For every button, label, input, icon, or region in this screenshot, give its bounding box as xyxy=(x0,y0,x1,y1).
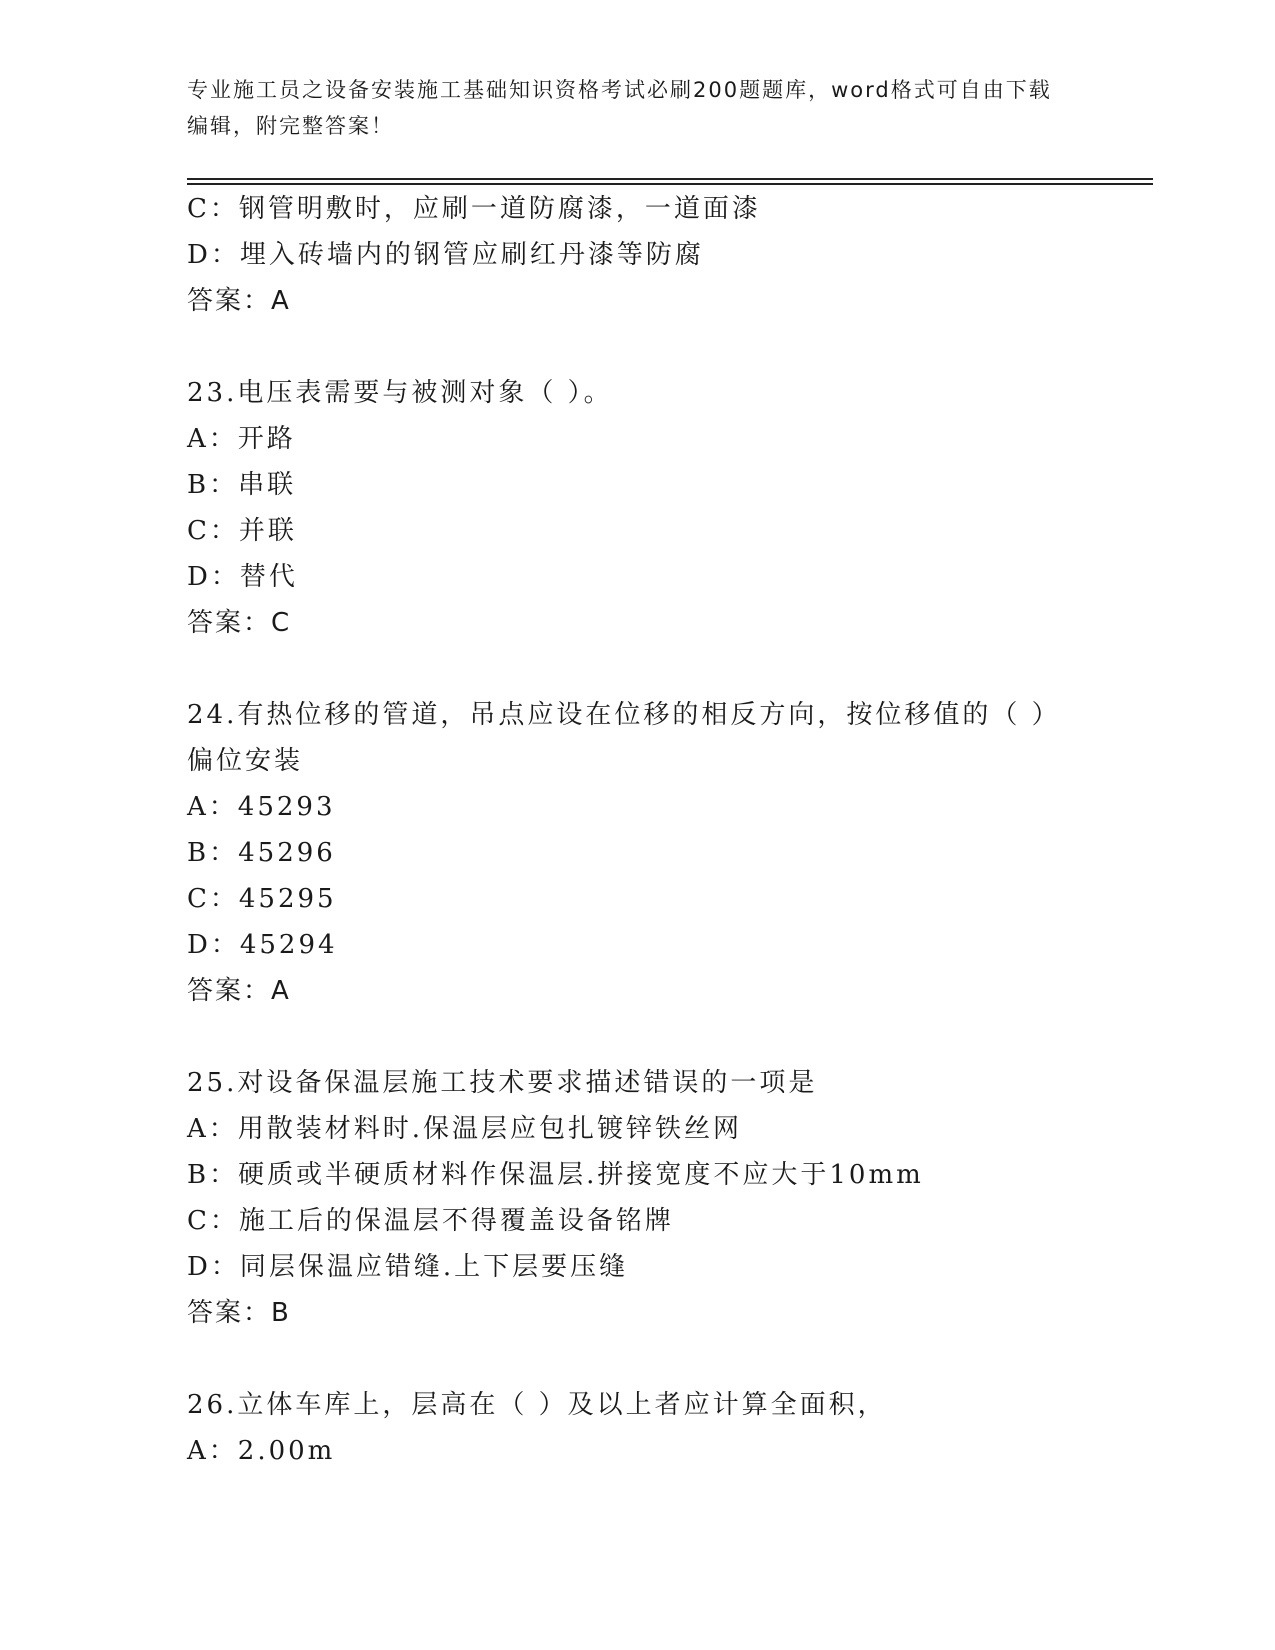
question-stem: 26.立体车库上，层高在（ ）及以上者应计算全面积， xyxy=(187,1390,887,1420)
answer: 答案：C xyxy=(187,608,292,638)
option-b: B：串联 xyxy=(187,470,297,500)
option-a: A：45293 xyxy=(187,792,336,822)
answer: 答案：A xyxy=(187,286,291,316)
question-stem: 25.对设备保温层施工技术要求描述错误的一项是 xyxy=(187,1068,818,1098)
answer: 答案：B xyxy=(187,1298,291,1328)
option-b: B：45296 xyxy=(187,838,336,868)
question-23 xyxy=(187,370,1127,646)
document-header: 专业施工员之设备安装施工基础知识资格考试必刷200题题库，word格式可自由下载编辑，附完整答案！ xyxy=(187,78,1052,138)
option-c: C：并联 xyxy=(187,516,297,546)
question-content xyxy=(187,186,1127,1474)
spacer xyxy=(187,324,1127,370)
option-a: A：2.00m xyxy=(187,1436,336,1466)
question-25 xyxy=(187,1060,1127,1336)
question-22-continued xyxy=(187,186,1127,324)
option-d: D：45294 xyxy=(187,930,338,960)
question-26 xyxy=(187,1382,1127,1474)
option-d: D：埋入砖墙内的钢管应刷红丹漆等防腐 xyxy=(187,240,704,270)
option-c: C：45295 xyxy=(187,884,337,914)
option-c: C：施工后的保温层不得覆盖设备铭牌 xyxy=(187,1206,674,1236)
option-b: B：硬质或半硬质材料作保温层.拼接宽度不应大于10mm xyxy=(187,1160,924,1190)
option-d: D：替代 xyxy=(187,562,298,592)
header-rule-top xyxy=(187,178,1153,180)
question-24 xyxy=(187,692,1127,1014)
option-a: A：开路 xyxy=(187,424,296,454)
spacer xyxy=(187,646,1127,692)
question-stem: 23.电压表需要与被测对象（ ）。 xyxy=(187,378,613,408)
option-c: C：钢管明敷时，应刷一道防腐漆，一道面漆 xyxy=(187,194,761,224)
option-a: A：用散装材料时.保温层应包扎镀锌铁丝网 xyxy=(187,1114,743,1144)
spacer xyxy=(187,1014,1127,1060)
option-d: D：同层保温应错缝.上下层要压缝 xyxy=(187,1252,629,1282)
question-stem: 24.有热位移的管道，吊点应设在位移的相反方向，按位移值的（ ）偏位安装 xyxy=(187,700,1061,776)
spacer xyxy=(187,1336,1127,1382)
header-rule-bottom xyxy=(187,183,1153,185)
answer: 答案：A xyxy=(187,976,291,1006)
